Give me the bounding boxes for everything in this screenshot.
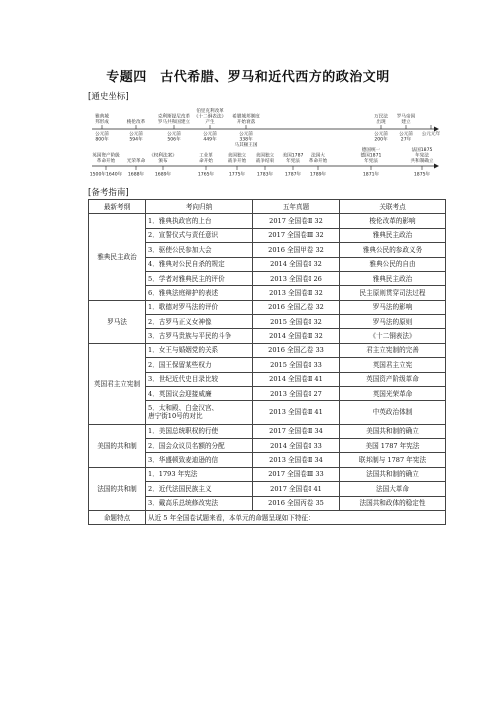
- timeline-event-label: 克利斯提尼改革: [157, 114, 191, 120]
- key-cell: 美国 1787 年宪法: [340, 439, 446, 453]
- timeline-event-date: 1787年: [284, 172, 302, 178]
- exam-cell: 2013 全国卷Ⅰ 27: [253, 386, 340, 400]
- exam-cell: 2014 全国卷Ⅱ 32: [253, 329, 340, 343]
- col-header: 五年真题: [253, 200, 340, 214]
- timeline-event-date: 1783年: [256, 172, 274, 178]
- topic-cell: 2．国王保留某些权力: [146, 358, 253, 372]
- key-cell: 君主立宪制的完善: [340, 343, 446, 357]
- timeline-event-date: 公元前: [167, 132, 181, 137]
- topic-cell: 6．雅典法庭辩护的表述: [146, 286, 253, 300]
- key-cell: 《十二铜表法》: [340, 329, 446, 343]
- timeline-event-date: 1871年: [362, 172, 380, 178]
- timeline-event-date: 公元前: [399, 132, 413, 137]
- exam-cell: 2013 全国卷Ⅱ 34: [253, 453, 340, 467]
- category-cell: 法国的共和制: [89, 467, 146, 510]
- exam-cell: 2017 全国卷Ⅲ 33: [253, 467, 340, 481]
- timeline-event-label: 革命开始: [308, 159, 328, 164]
- exam-cell: 2014 全国卷Ⅰ 33: [253, 439, 340, 453]
- key-cell: 罗马法的原则: [340, 315, 446, 329]
- exam-guide-table: [88, 199, 446, 525]
- category-cell: 美国的共和制: [89, 424, 146, 467]
- timeline-event-label: 光荣革命: [126, 159, 146, 164]
- timeline-event-label: 战争结束: [255, 159, 275, 164]
- topic-cell: 2．国会众议员名额的分配: [146, 439, 253, 453]
- col-header: 关联考点: [340, 200, 446, 214]
- exam-cell: 2017 全国卷Ⅰ 41: [253, 482, 340, 496]
- timeline-heading: [通史坐标]: [88, 92, 129, 102]
- topic-cell: 5．太和殿、白金汉宫、 唐宁街10号的对比: [146, 401, 253, 424]
- table-row: [89, 214, 446, 228]
- timeline-event-label: 命开始: [199, 159, 213, 164]
- timeline-diagram: [88, 104, 448, 182]
- timeline-event-label: 战争开始: [227, 159, 247, 164]
- key-cell: 法国大革命: [340, 482, 446, 496]
- timeline-event-label: 法国1875: [411, 148, 433, 154]
- timeline-event-label: 产生: [205, 120, 215, 125]
- timeline-event-date: 449年: [203, 137, 217, 143]
- topic-cell: 1．雅典执政官的上台: [146, 214, 253, 228]
- exam-cell: 2016 全国乙卷 32: [253, 300, 340, 314]
- topic-cell: 1．美国总统职权的行使: [146, 424, 253, 438]
- timeline-event-label: 工业革: [199, 153, 213, 159]
- guide-heading: [备考指南]: [88, 188, 129, 198]
- exam-cell: 2013 全国卷Ⅱ 41: [253, 401, 340, 424]
- topic-cell: 1．歌德对罗马法的评价: [146, 300, 253, 314]
- footer-label: 命题特点: [89, 510, 146, 524]
- timeline-event-date: 公元前: [95, 132, 109, 137]
- topic-cell: 3．世纪近代史目录比较: [146, 372, 253, 386]
- timeline-event-label: 美国1787: [282, 153, 304, 159]
- key-cell: 雅典公民的参政义务: [340, 243, 446, 257]
- timeline-event-label: 德国统一: [361, 148, 381, 154]
- topic-cell: 4．雅典对公民自杀的规定: [146, 257, 253, 271]
- timeline-event-date: 公元前: [203, 132, 217, 137]
- timeline-event-label: 美国独立: [227, 153, 247, 159]
- timeline-event-label: 希腊城邦制度: [232, 114, 260, 120]
- timeline-event-date: 1775年: [228, 172, 246, 178]
- exam-cell: 2017 全国卷Ⅱ 32: [253, 214, 340, 228]
- page-title: 专题四 古代希腊、罗马和近代西方的政治文明: [106, 70, 390, 85]
- category-cell: 英国君主立宪制: [89, 343, 146, 424]
- key-cell: 英国资产阶级革命: [340, 372, 446, 386]
- timeline-event-date: 27年: [400, 137, 412, 143]
- timeline-event-label: 梭伦改革: [126, 120, 146, 125]
- timeline-event-label: 《十二铜表法》: [193, 114, 227, 120]
- timeline-event-label: 美国独立: [255, 153, 275, 159]
- timeline-event-date: 马其顿王国: [234, 142, 258, 148]
- timeline-event-label: 万民法: [374, 114, 388, 120]
- timeline-event-date: 公元前: [239, 132, 253, 137]
- timeline-event-date: 1875年: [413, 172, 431, 178]
- timeline-event-label: 出现: [376, 120, 386, 125]
- topic-cell: 2．古罗马正义女神像: [146, 315, 253, 329]
- key-cell: 联邦制与 1787 年宪法: [340, 453, 446, 467]
- table-row: [89, 424, 446, 438]
- exam-cell: 2015 全国卷Ⅰ 32: [253, 315, 340, 329]
- timeline-event-label: 年宪法: [415, 153, 429, 159]
- exam-cell: 2013 全国卷Ⅰ 26: [253, 271, 340, 285]
- key-cell: 梭伦改革的影响: [340, 214, 446, 228]
- exam-cell: 2014 全国卷Ⅱ 41: [253, 372, 340, 386]
- exam-cell: 2017 全国卷Ⅲ 32: [253, 228, 340, 242]
- timeline-event-date: 公元前: [374, 132, 388, 137]
- key-cell: 英国光荣革命: [340, 386, 446, 400]
- key-cell: 民主原则贯穿司法过程: [340, 286, 446, 300]
- topic-cell: 3．华盛顿致麦迪逊的信: [146, 453, 253, 467]
- timeline-event-date: 506年: [167, 137, 181, 143]
- key-cell: 法国共和政体的稳定性: [340, 496, 446, 510]
- timeline-event-label: 颁布: [158, 159, 168, 164]
- topic-cell: 2．宣誓仪式与责任意识: [146, 228, 253, 242]
- category-cell: 雅典民主政治: [89, 214, 146, 300]
- footer-text: 从近 5 年全国卷试题来看，本单元的命题呈现如下特征：: [146, 510, 446, 524]
- timeline-arrow-bottom: [434, 164, 439, 169]
- exam-cell: 2015 全国卷Ⅰ 33: [253, 358, 340, 372]
- timeline-event-label: 建立: [401, 120, 411, 125]
- timeline-event-label: 共和制确立: [410, 159, 434, 164]
- timeline-event-label: 雅典城: [95, 114, 109, 120]
- topic-cell: 4．英国议会迎接威廉: [146, 386, 253, 400]
- exam-cell: 2016 全国乙卷 33: [253, 343, 340, 357]
- timeline-event-label: 罗马帝国: [396, 114, 416, 120]
- table-row: [89, 300, 446, 314]
- timeline-event-label: 年宪法: [364, 159, 378, 164]
- exam-cell: 2016 全国甲卷 32: [253, 243, 340, 257]
- topic-cell: 1．1793 年宪法: [146, 467, 253, 481]
- timeline-event-date: 1689年: [154, 172, 172, 178]
- timeline-event-label: 德国1871: [360, 153, 382, 159]
- key-cell: 雅典民主政治: [340, 271, 446, 285]
- timeline-event-label: 邦形成: [95, 120, 109, 125]
- topic-cell: 5．学者对雅典民主的评价: [146, 271, 253, 285]
- exam-cell: 2017 全国卷Ⅱ 34: [253, 424, 340, 438]
- exam-cell: 2016 全国丙卷 35: [253, 496, 340, 510]
- timeline-event-date: 1765年: [197, 172, 215, 178]
- key-cell: 中英政治体制: [340, 401, 446, 424]
- topic-cell: 3．古罗马贵族与平民的斗争: [146, 329, 253, 343]
- timeline-event-date: 1500年1640年: [89, 172, 123, 178]
- timeline-event-label: 革命开始: [96, 159, 116, 164]
- key-cell: 雅典民主政治: [340, 228, 446, 242]
- topic-cell: 3．驱使公民参加大会: [146, 243, 253, 257]
- col-header: 最新考纲: [89, 200, 146, 214]
- key-cell: 英国君主立宪: [340, 358, 446, 372]
- timeline-event-date: 338年: [239, 137, 253, 143]
- topic-cell: 1．女王与婚姻党的关系: [146, 343, 253, 357]
- topic-cell: 2．近代法国民族主义: [146, 482, 253, 496]
- timeline-event-date: 200年: [374, 137, 388, 143]
- timeline-event-date: 1688年: [127, 172, 145, 178]
- timeline-event-label: 英国资产阶级: [92, 153, 120, 159]
- table-row: [89, 343, 446, 357]
- timeline-event-label: 伯里克利改革: [196, 109, 224, 115]
- key-cell: 罗马法的影响: [340, 300, 446, 314]
- topic-cell: 3．戴高乐总统修改宪法: [146, 496, 253, 510]
- timeline-event-date: 1789年: [309, 172, 327, 178]
- exam-cell: 2013 全国卷Ⅱ 32: [253, 286, 340, 300]
- timeline-event-label: 法国大: [311, 153, 325, 159]
- timeline-event-date: 800年: [95, 137, 109, 143]
- timeline-event-label: 年宪法: [286, 159, 300, 164]
- category-cell: 罗马法: [89, 300, 146, 343]
- timeline-event-label: 开始衰落: [236, 120, 256, 125]
- timeline-event-label: 罗马共和国建立: [157, 120, 191, 125]
- key-cell: 法国共和制的确立: [340, 467, 446, 481]
- timeline-event-date: 公元前: [129, 132, 143, 137]
- timeline-event-label: 《权利法案》: [149, 153, 177, 159]
- timeline-event-date: 公元元年: [421, 132, 441, 137]
- col-header: 考向归纳: [146, 200, 253, 214]
- key-cell: 美国共和制的确立: [340, 424, 446, 438]
- table-row: [89, 467, 446, 481]
- timeline-arrow-top: [434, 127, 439, 132]
- exam-cell: 2014 全国卷Ⅰ 32: [253, 257, 340, 271]
- timeline-event-date: 594年: [129, 137, 143, 143]
- key-cell: 雅典公民的自由: [340, 257, 446, 271]
